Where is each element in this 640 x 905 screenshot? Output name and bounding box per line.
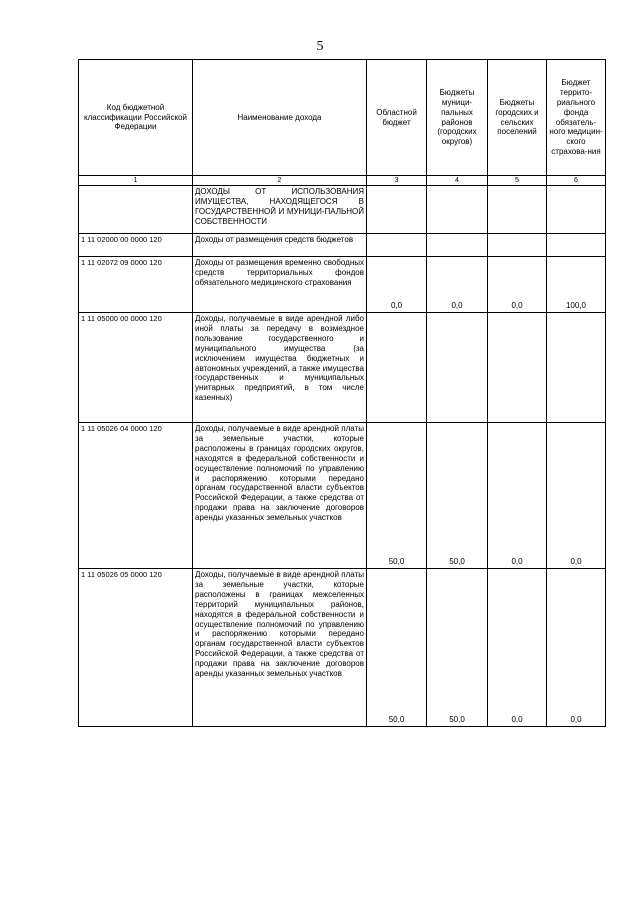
row-settlements: 0,0 bbox=[488, 257, 547, 313]
header-code: Код бюджетной классификации Российской Федерации bbox=[79, 60, 193, 176]
row-code: 1 11 05026 04 0000 120 bbox=[79, 423, 193, 569]
row-settlements: 0,0 bbox=[488, 569, 547, 727]
row-municipal: 0,0 bbox=[427, 257, 488, 313]
row-municipal bbox=[427, 234, 488, 257]
row-fund: 100,0 bbox=[547, 257, 606, 313]
header-municipal: Бюджеты муници-пальных районов (городских округов) bbox=[427, 60, 488, 176]
row-municipal: 50,0 bbox=[427, 423, 488, 569]
row-fund bbox=[547, 186, 606, 234]
row-code: 1 11 05026 05 0000 120 bbox=[79, 569, 193, 727]
row-settlements: 0,0 bbox=[488, 423, 547, 569]
revenue-table bbox=[78, 59, 606, 727]
row-settlements bbox=[488, 313, 547, 423]
header-fund: Бюджет террито-риального фонда обязатель-ного медицин-ского страхова-ния bbox=[547, 60, 606, 176]
row-settlements bbox=[488, 186, 547, 234]
row-fund bbox=[547, 234, 606, 257]
column-number: 5 bbox=[488, 176, 547, 186]
column-number: 4 bbox=[427, 176, 488, 186]
column-number: 1 bbox=[79, 176, 193, 186]
row-name: Доходы от размещения средств бюджетов bbox=[193, 234, 367, 257]
row-fund: 0,0 bbox=[547, 569, 606, 727]
row-regional: 50,0 bbox=[367, 569, 427, 727]
table-row bbox=[79, 257, 606, 313]
row-code: 1 11 02000 00 0000 120 bbox=[79, 234, 193, 257]
row-regional: 50,0 bbox=[367, 423, 427, 569]
table-row bbox=[79, 423, 606, 569]
row-regional bbox=[367, 186, 427, 234]
table-row bbox=[79, 313, 606, 423]
header-settlements: Бюджеты городских и сельских поселений bbox=[488, 60, 547, 176]
row-fund bbox=[547, 313, 606, 423]
row-municipal: 50,0 bbox=[427, 569, 488, 727]
row-code: 1 11 05000 00 0000 120 bbox=[79, 313, 193, 423]
row-regional bbox=[367, 313, 427, 423]
header-regional: Областной бюджет bbox=[367, 60, 427, 176]
row-regional bbox=[367, 234, 427, 257]
column-number: 3 bbox=[367, 176, 427, 186]
table-row bbox=[79, 186, 606, 234]
column-number: 2 bbox=[193, 176, 367, 186]
table-header-row bbox=[79, 60, 606, 176]
row-code: 1 11 02072 09 0000 120 bbox=[79, 257, 193, 313]
row-name: Доходы, получаемые в виде арендной платы за земельные участки, которые расположены в границах межселенных территорий муниципальных районов, находятся в федеральной собственности и осуществление полномочий по управлению и распоряжению которыми передано органам государственной власти субъектов Российской Федерации, а также средства от продажи права на заключение договоров аренды указанных земельных участков bbox=[193, 569, 367, 727]
column-number-row bbox=[79, 176, 606, 186]
row-municipal bbox=[427, 313, 488, 423]
row-name: ДОХОДЫ ОТ ИСПОЛЬЗОВАНИЯ ИМУЩЕСТВА, НАХОДЯЩЕГОСЯ В ГОСУДАРСТВЕННОЙ И МУНИЦИ-ПАЛЬНОЙ СОБСТВЕННОСТИ bbox=[193, 186, 367, 234]
row-name: Доходы, получаемые в виде арендной платы за земельные участки, которые расположены в границах городских округов, находятся в федеральной собственности и осуществление полномочий по управлению и распоряжению которыми передано органам государственной власти субъектов Российской Федерации, а также средства от продажи права на заключение договоров аренды указанных земельных участков bbox=[193, 423, 367, 569]
header-name: Наименование дохода bbox=[193, 60, 367, 176]
table-row bbox=[79, 234, 606, 257]
row-regional: 0,0 bbox=[367, 257, 427, 313]
page-number: 5 bbox=[316, 39, 324, 54]
row-code bbox=[79, 186, 193, 234]
column-number: 6 bbox=[547, 176, 606, 186]
row-name: Доходы от размещения временно свободных средств территориальных фондов обязательного медицинского страхования bbox=[193, 257, 367, 313]
row-fund: 0,0 bbox=[547, 423, 606, 569]
table-row bbox=[79, 569, 606, 727]
row-settlements bbox=[488, 234, 547, 257]
row-name: Доходы, получаемые в виде арендной либо иной платы за передачу в возмездное пользование государственного и муниципального имущества (за исключением имущества бюджетных и автономных учреждений, а также имущества государственных и муниципальных унитарных предприятий, в том числе казенных) bbox=[193, 313, 367, 423]
row-municipal bbox=[427, 186, 488, 234]
